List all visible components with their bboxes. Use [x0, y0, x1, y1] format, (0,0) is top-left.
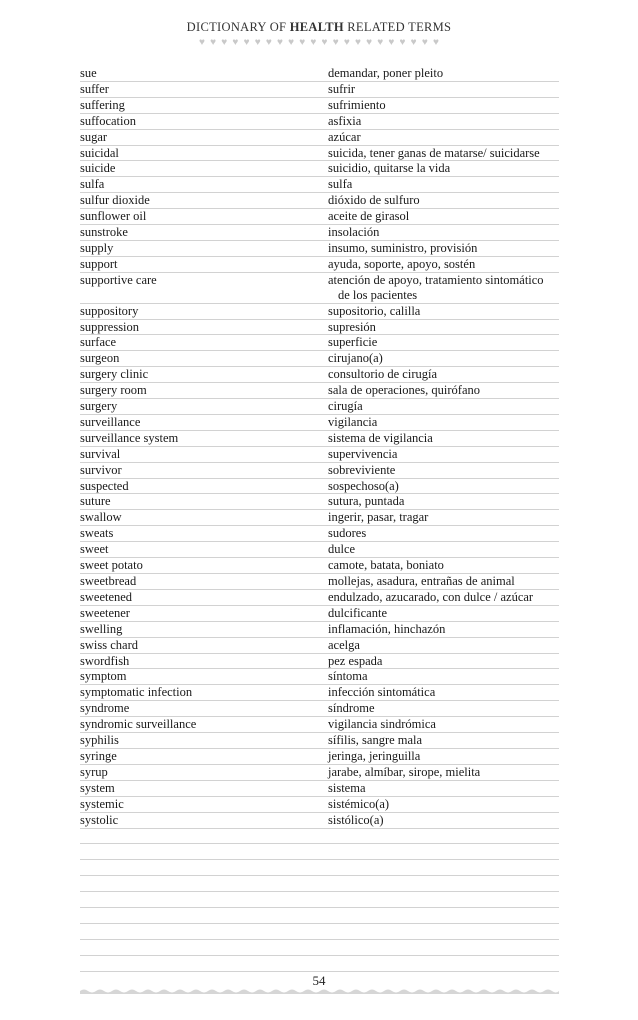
spanish-translation-text: sistólico(a) — [328, 812, 384, 827]
spanish-translation-text: sufrir — [328, 81, 356, 96]
spanish-translation — [328, 241, 559, 256]
heart-icon: ♥ — [243, 37, 250, 48]
spanish-translation — [328, 66, 559, 81]
spanish-translation-text: dulcificante — [328, 605, 387, 620]
spanish-translation — [328, 367, 559, 382]
spanish-translation — [328, 304, 559, 319]
entry-row — [80, 273, 559, 304]
spanish-translation-text: dióxido de sulfuro — [328, 193, 420, 208]
spanish-translation-text: inflamación, hinchazón — [328, 621, 446, 636]
entry-row — [80, 367, 559, 383]
english-term: support — [80, 256, 118, 271]
heart-icon: ♥ — [343, 37, 350, 48]
spanish-translation — [328, 701, 559, 716]
spanish-translation — [328, 749, 559, 764]
entry-row — [80, 797, 559, 813]
entry-row — [80, 542, 559, 558]
english-term: swallow — [80, 510, 122, 525]
english-term: sue — [80, 66, 97, 80]
entry-row — [80, 558, 559, 574]
spanish-translation-text: sutura, puntada — [328, 494, 405, 509]
heart-icon: ♥ — [332, 37, 339, 48]
spanish-translation — [328, 225, 559, 240]
blank-ruled-line — [80, 940, 559, 956]
english-term: supportive care — [80, 272, 157, 287]
spanish-translation-text: cirugía — [328, 399, 363, 414]
entry-row — [80, 781, 559, 797]
entry-row — [80, 765, 559, 781]
english-term: survivor — [80, 462, 122, 477]
entry-row — [80, 225, 559, 241]
english-term: suppository — [80, 303, 139, 318]
spanish-translation — [328, 98, 559, 113]
english-term: sunstroke — [80, 225, 128, 240]
english-term: suppression — [80, 319, 140, 334]
entry-row — [80, 431, 559, 447]
spanish-translation — [328, 193, 559, 208]
english-term: system — [80, 780, 115, 795]
english-term: systolic — [80, 812, 119, 827]
entry-row — [80, 447, 559, 463]
entry-row — [80, 494, 559, 510]
spanish-translation — [328, 399, 559, 414]
english-term: surface — [80, 335, 117, 350]
english-term: sweet — [80, 542, 109, 557]
spanish-translation — [328, 542, 559, 557]
entry-row — [80, 574, 559, 590]
entry-row — [80, 654, 559, 670]
spanish-translation-text: síndrome — [328, 701, 375, 716]
english-term: swordfish — [80, 653, 130, 668]
heart-icon: ♥ — [299, 37, 306, 48]
page-header — [0, 20, 638, 35]
spanish-translation-text: sudores — [328, 526, 367, 541]
english-term: surgery room — [80, 383, 147, 398]
english-term: swelling — [80, 621, 123, 636]
spanish-translation — [328, 733, 559, 748]
header-title-bold: HEALTH — [289, 20, 344, 34]
english-term: sugar — [80, 129, 108, 144]
spanish-translation-text: sistémico(a) — [328, 796, 390, 811]
spanish-translation-text: sulfa — [328, 177, 353, 192]
spanish-translation — [328, 669, 559, 684]
spanish-translation — [328, 447, 559, 462]
spanish-translation-text: camote, batata, boniato — [328, 558, 444, 573]
spanish-translation — [328, 526, 559, 541]
english-term: suffocation — [80, 113, 137, 128]
english-term: surgery clinic — [80, 367, 149, 382]
english-term: surveillance system — [80, 430, 179, 445]
heart-icon: ♥ — [310, 37, 317, 48]
spanish-translation-text: sufrimiento — [328, 97, 386, 112]
entry-row — [80, 98, 559, 114]
spanish-translation — [328, 463, 559, 478]
entry-row — [80, 526, 559, 542]
heart-icon: ♥ — [221, 37, 228, 48]
spanish-translation-text: sala de operaciones, quirófano — [328, 383, 481, 398]
entry-row — [80, 351, 559, 367]
heart-icon: ♥ — [321, 37, 328, 48]
entry-row — [80, 415, 559, 431]
english-term: surgery — [80, 399, 118, 414]
heart-icon: ♥ — [254, 37, 261, 48]
spanish-translation-text: supositorio, calilla — [328, 303, 421, 318]
spanish-translation — [328, 654, 559, 669]
spanish-translation-text: jarabe, almíbar, sirope, mielita — [328, 764, 481, 779]
spanish-translation — [328, 510, 559, 525]
english-term: sulfur dioxide — [80, 193, 150, 208]
spanish-translation-text: síntoma — [328, 669, 368, 684]
english-term: swiss chard — [80, 637, 138, 652]
spanish-translation-text: vigilancia — [328, 414, 378, 429]
entry-row — [80, 193, 559, 209]
entry-row — [80, 82, 559, 98]
header-heart-ornament — [199, 37, 439, 49]
blank-ruled-line — [80, 956, 559, 972]
spanish-translation — [328, 765, 559, 780]
entry-row — [80, 257, 559, 273]
heart-icon: ♥ — [210, 37, 217, 48]
english-term: systemic — [80, 796, 124, 811]
entry-row — [80, 717, 559, 733]
english-term: symptomatic infection — [80, 685, 193, 700]
entry-row — [80, 161, 559, 177]
spanish-translation — [328, 781, 559, 796]
english-term: supply — [80, 240, 114, 255]
english-term: sweet potato — [80, 558, 143, 573]
entry-row — [80, 685, 559, 701]
heart-icon: ♥ — [388, 37, 395, 48]
entry-row — [80, 590, 559, 606]
entry-row — [80, 335, 559, 351]
spanish-translation-text: jeringa, jeringuilla — [328, 748, 421, 763]
footer-wavy-ornament — [80, 988, 559, 994]
entry-row — [80, 813, 559, 829]
spanish-translation-text: suicida, tener ganas de matarse/ suicidarse — [328, 145, 540, 160]
english-term: syringe — [80, 748, 117, 763]
spanish-translation — [328, 590, 559, 605]
entry-row — [80, 241, 559, 257]
spanish-translation — [328, 273, 559, 303]
heart-icon: ♥ — [276, 37, 283, 48]
spanish-translation-text: vigilancia sindrómica — [328, 717, 436, 732]
entry-row — [80, 177, 559, 193]
english-term: survival — [80, 446, 121, 461]
entry-row — [80, 733, 559, 749]
english-term: symptom — [80, 669, 127, 684]
entry-row — [80, 606, 559, 622]
spanish-translation — [328, 797, 559, 812]
heart-icon: ♥ — [288, 37, 295, 48]
english-term: suicidal — [80, 145, 119, 160]
spanish-translation — [328, 431, 559, 446]
english-term: sweetened — [80, 589, 133, 604]
entry-row — [80, 638, 559, 654]
spanish-translation-text: endulzado, azucarado, con dulce / azúcar — [328, 589, 534, 604]
blank-ruled-line — [80, 829, 559, 845]
spanish-translation — [328, 685, 559, 700]
english-term: syndrome — [80, 701, 130, 716]
header-title-prefix: DICTIONARY OF — [186, 20, 290, 34]
spanish-translation-text: insumo, suministro, provisión — [328, 240, 478, 255]
english-term: suspected — [80, 478, 129, 493]
heart-icon: ♥ — [232, 37, 239, 48]
spanish-translation — [328, 383, 559, 398]
blank-ruled-line — [80, 844, 559, 860]
entry-row — [80, 304, 559, 320]
entry-row — [80, 479, 559, 495]
spanish-translation — [328, 558, 559, 573]
heart-icon: ♥ — [366, 37, 373, 48]
english-term: suture — [80, 494, 111, 509]
spanish-translation-text: aceite de girasol — [328, 209, 410, 224]
entry-row — [80, 209, 559, 225]
heart-icon: ♥ — [410, 37, 417, 48]
entry-row — [80, 320, 559, 336]
spanish-translation-continuation: de los pacientes — [338, 287, 418, 302]
spanish-translation-text: mollejas, asadura, entrañas de animal — [328, 574, 515, 588]
heart-icon: ♥ — [432, 37, 439, 48]
heart-icon: ♥ — [265, 37, 272, 48]
english-term: sweats — [80, 526, 114, 541]
english-term: suffering — [80, 97, 125, 112]
spanish-translation-text: superficie — [328, 335, 378, 350]
english-term: surgeon — [80, 351, 120, 366]
entry-row — [80, 622, 559, 638]
spanish-translation-text: supresión — [328, 319, 376, 334]
blank-ruled-line — [80, 924, 559, 940]
spanish-translation — [328, 130, 559, 145]
english-term: sunflower oil — [80, 209, 147, 224]
header-title-suffix: RELATED TERMS — [343, 20, 452, 34]
english-term: syrup — [80, 764, 108, 779]
entry-row — [80, 130, 559, 146]
spanish-translation-text: supervivencia — [328, 446, 398, 461]
spanish-translation — [328, 177, 559, 192]
spanish-translation — [328, 415, 559, 430]
spanish-translation — [328, 622, 559, 637]
blank-ruled-line — [80, 876, 559, 892]
english-term: syphilis — [80, 733, 119, 748]
spanish-translation-text: sobreviviente — [328, 462, 396, 477]
heart-icon: ♥ — [421, 37, 428, 48]
spanish-translation-text: sistema — [328, 780, 366, 795]
spanish-translation-text: atención de apoyo, tratamiento sintomático — [328, 272, 544, 287]
english-term: surveillance — [80, 414, 141, 429]
spanish-translation — [328, 351, 559, 366]
spanish-translation-text: sífilis, sangre mala — [328, 733, 423, 748]
spanish-translation — [328, 494, 559, 509]
blank-ruled-line — [80, 908, 559, 924]
spanish-translation — [328, 813, 559, 828]
entry-row — [80, 463, 559, 479]
spanish-translation — [328, 161, 559, 176]
english-term: sweetbread — [80, 574, 137, 588]
heart-icon: ♥ — [354, 37, 361, 48]
spanish-translation — [328, 146, 559, 161]
spanish-translation — [328, 479, 559, 494]
spanish-translation-text: insolación — [328, 225, 380, 240]
spanish-translation — [328, 335, 559, 350]
spanish-translation — [328, 82, 559, 97]
english-term: sulfa — [80, 177, 105, 192]
page-number: 54 — [312, 973, 326, 988]
spanish-translation-text: pez espada — [328, 653, 383, 668]
spanish-translation-text: sistema de vigilancia — [328, 430, 433, 445]
blank-ruled-line — [80, 860, 559, 876]
spanish-translation — [328, 638, 559, 653]
spanish-translation-text: acelga — [328, 637, 360, 652]
entry-row — [80, 66, 559, 82]
spanish-translation-text: asfixia — [328, 113, 362, 128]
entry-row — [80, 669, 559, 685]
entry-row — [80, 701, 559, 717]
dictionary-table — [80, 66, 559, 972]
spanish-translation — [328, 320, 559, 335]
english-term: suicide — [80, 161, 116, 176]
entry-row — [80, 383, 559, 399]
spanish-translation — [328, 717, 559, 732]
entry-row — [80, 146, 559, 162]
spanish-translation-text: demandar, poner pleito — [328, 66, 444, 80]
spanish-translation-text: suicidio, quitarse la vida — [328, 161, 451, 176]
spanish-translation-text: ingerir, pasar, tragar — [328, 510, 429, 525]
entry-row — [80, 510, 559, 526]
spanish-translation-text: azúcar — [328, 129, 361, 144]
spanish-translation-text: infección sintomática — [328, 685, 436, 700]
heart-icon: ♥ — [399, 37, 406, 48]
spanish-translation-text: sospechoso(a) — [328, 478, 399, 493]
spanish-translation — [328, 574, 559, 589]
english-term: sweetener — [80, 605, 130, 620]
entry-row — [80, 749, 559, 765]
english-term: syndromic surveillance — [80, 717, 197, 732]
english-term: suffer — [80, 81, 109, 96]
spanish-translation-text: ayuda, soporte, apoyo, sostén — [328, 256, 476, 271]
heart-icon: ♥ — [199, 37, 205, 48]
spanish-translation — [328, 257, 559, 272]
heart-icon: ♥ — [377, 37, 384, 48]
spanish-translation-text: cirujano(a) — [328, 351, 383, 366]
entry-row — [80, 399, 559, 415]
spanish-translation — [328, 606, 559, 621]
entry-row — [80, 114, 559, 130]
spanish-translation-text: dulce — [328, 542, 356, 557]
spanish-translation — [328, 209, 559, 224]
spanish-translation — [328, 114, 559, 129]
spanish-translation-text: consultorio de cirugía — [328, 367, 437, 382]
blank-ruled-line — [80, 892, 559, 908]
